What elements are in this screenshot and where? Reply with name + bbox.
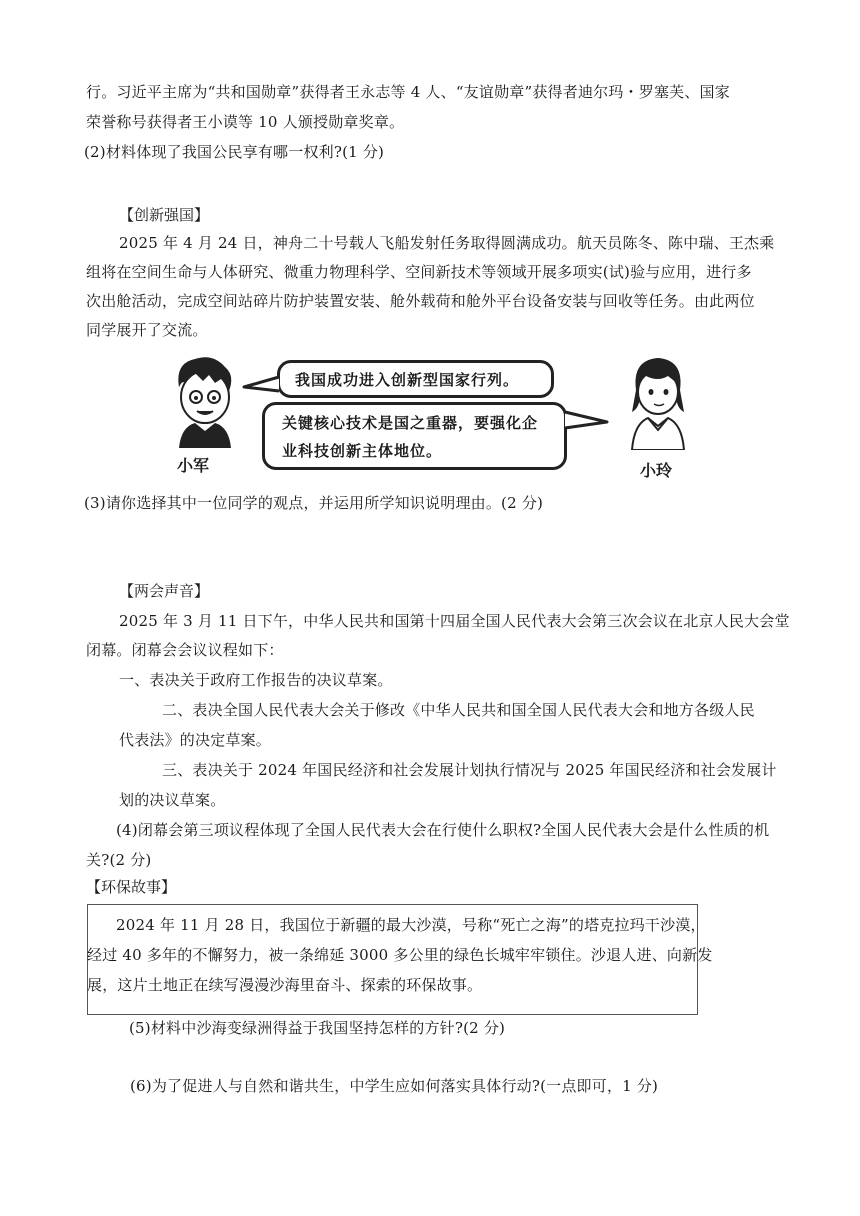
question-3: (3)请你选择其中一位同学的观点，并运用所学知识说明理由。(2 分) [84, 494, 544, 512]
paragraph-line: 闭幕。闭幕会会议议程如下： [86, 641, 284, 659]
box-line: 2024 年 11 月 28 日，我国位于新疆的最大沙漠，号称“死亡之海”的塔克拉玛干沙漠， [116, 916, 706, 934]
paragraph-line: 2025 年 4 月 24 日，神舟二十号载人飞船发射任务取得圆满成功。航天员陈冬、陈中瑞、王杰乘 [119, 234, 775, 252]
question-6: (6)为了促进人与自然和谐共生，中学生应如何落实具体行动?(一点即可，1 分) [130, 1077, 659, 1095]
paragraph-line: 组将在空间生命与人体研究、微重力物理科学、空间新技术等领域开展多项实(试)验与应用，进行多 [86, 263, 752, 281]
speech-bubble-2 [262, 402, 567, 470]
bubble-tail [563, 408, 611, 432]
agenda-item-3: 三、表决关于 2024 年国民经济和社会发展计划执行情况与 2025 年国民经济和社会发展计 [162, 761, 777, 779]
question-2: (2)材料体现了我国公民享有哪一权利?(1 分) [84, 143, 385, 161]
paragraph-line: 荣誉称号获得者王小谟等 10 人颁授勋章奖章。 [86, 113, 405, 131]
bubble-1-text: 我国成功进入创新型国家行列。 [295, 371, 520, 389]
girl-illustration-icon [618, 350, 698, 450]
paragraph-line: 行。习近平主席为“共和国勋章”获得者王永志等 4 人、“友谊勋章”获得者迪尔玛・罗塞芙、国家 [86, 83, 730, 101]
section-heading-eco: 【环保故事】 [86, 878, 177, 896]
bubble-2-line: 业科技创新主体地位。 [282, 442, 443, 460]
box-line: 经过 40 多年的不懈努力，被一条绵延 3000 多公里的绿色长城牢牢锁住。沙退人进、向新发 [87, 946, 713, 964]
name-left: 小军 [177, 456, 210, 475]
agenda-item-3-cont: 划的决议草案。 [119, 791, 226, 809]
paragraph-line: 2025 年 3 月 11 日下午，中华人民共和国第十四届全国人民代表大会第三次会议在北京人民大会堂 [119, 612, 790, 630]
paragraph-line: 次出舱活动，完成空间站碎片防护装置安装、舱外载荷和舱外平台设备安装与回收等任务。由此两位 [86, 292, 755, 310]
name-right: 小玲 [640, 461, 673, 480]
illustration-dialogue [160, 348, 700, 488]
material-box [87, 904, 713, 1015]
question-4: (4)闭幕会第三项议程体现了全国人民代表大会在行使什么职权?全国人民代表大会是什么性质的机 [116, 821, 770, 839]
section-heading-two-sessions: 【两会声音】 [119, 582, 210, 600]
agenda-item-2-cont: 代表法》的决定草案。 [119, 731, 272, 749]
agenda-item-1: 一、表决关于政府工作报告的决议草案。 [119, 671, 393, 689]
section-heading-innovation: 【创新强国】 [119, 206, 210, 224]
speech-bubble-1 [277, 360, 554, 398]
boy-illustration-icon [165, 353, 245, 448]
paragraph-line: 同学展开了交流。 [86, 321, 208, 339]
question-5: (5)材料中沙海变绿洲得益于我国坚持怎样的方针?(2 分) [129, 1019, 506, 1037]
bubble-2-line: 关键核心技术是国之重器，要强化企 [282, 414, 539, 432]
box-line: 展，这片土地正在续写漫漫沙海里奋斗、探索的环保故事。 [87, 976, 483, 994]
bubble-tail [242, 375, 282, 395]
agenda-item-2: 二、表决全国人民代表大会关于修改《中华人民共和国全国人民代表大会和地方各级人民 [162, 701, 755, 719]
question-4-cont: 关?(2 分) [86, 851, 152, 869]
